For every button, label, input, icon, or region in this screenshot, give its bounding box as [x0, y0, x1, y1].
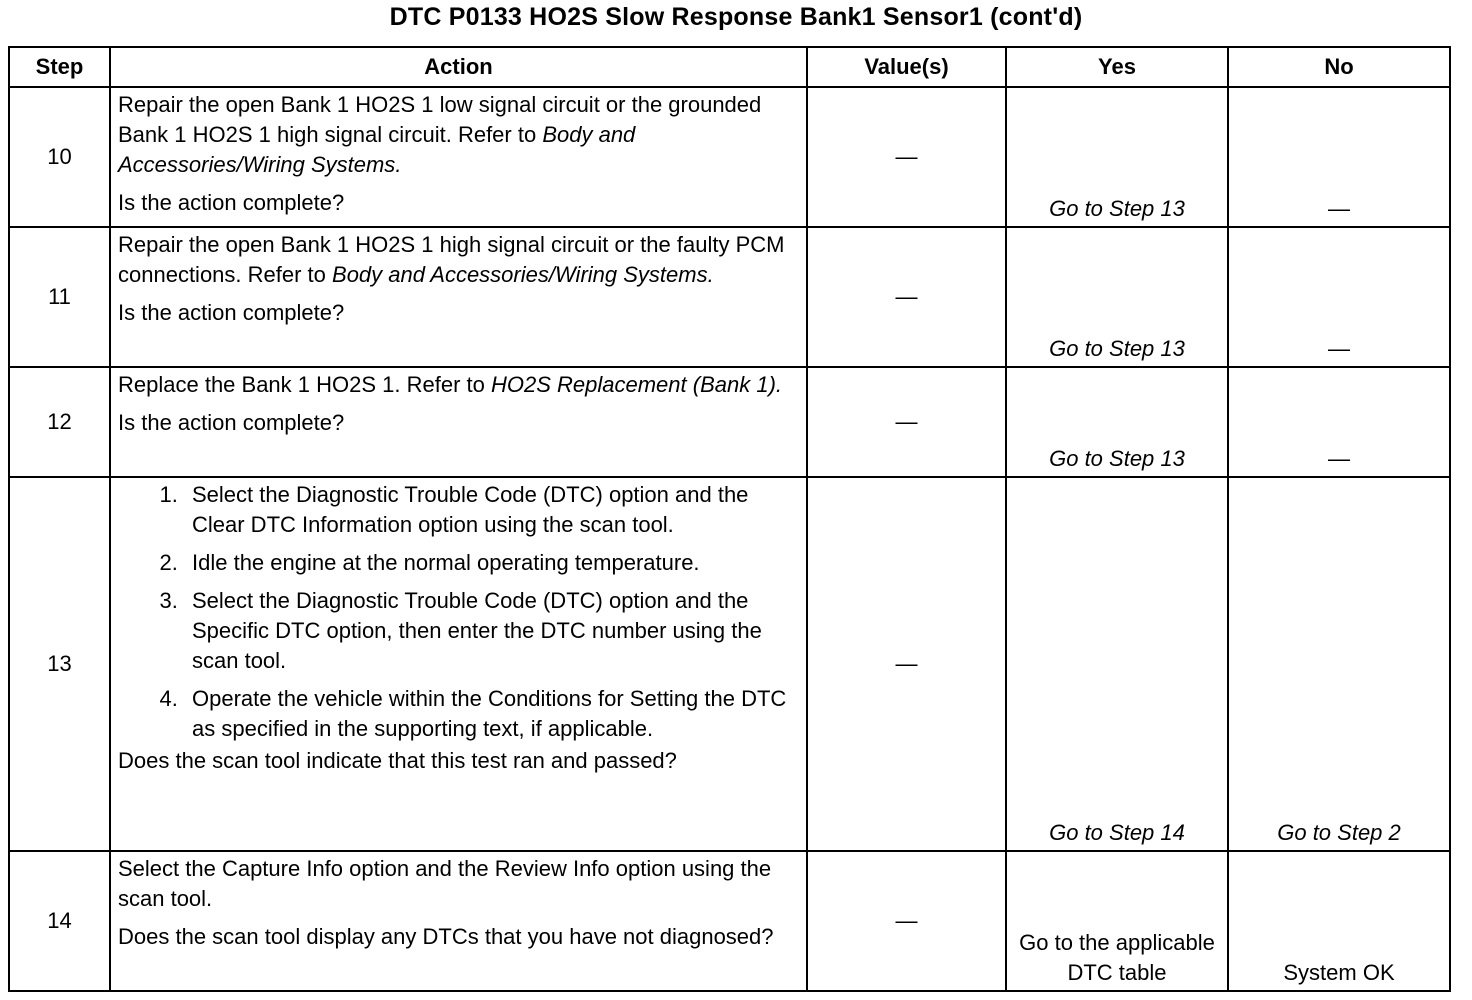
- value-cell: —: [807, 227, 1006, 367]
- table-row: [9, 227, 1450, 367]
- action-question: Does the scan tool indicate that this test ran and passed?: [118, 748, 677, 773]
- value-cell: —: [807, 87, 1006, 227]
- header-step: Step: [9, 47, 110, 87]
- procedure-list: [118, 480, 800, 744]
- value-cell: —: [807, 477, 1006, 851]
- goto-step-link[interactable]: Go to Step 13: [1049, 446, 1185, 471]
- header-yes: Yes: [1006, 47, 1228, 87]
- no-result: [1228, 851, 1450, 991]
- action-text-part: Repair the open Bank 1 HO2S 1 low signal circuit or the grounded Bank 1 HO2S 1 high signal circuit. Refer to: [118, 92, 762, 147]
- no-result: —: [1228, 87, 1450, 227]
- system-ok-text: System OK: [1283, 960, 1395, 985]
- action-question: Is the action complete?: [118, 300, 345, 325]
- value-cell: —: [807, 367, 1006, 477]
- action-cell: [110, 227, 807, 367]
- no-result: [1228, 477, 1450, 851]
- yes-result: [1006, 477, 1228, 851]
- goto-step-link[interactable]: Go to Step 2: [1277, 820, 1401, 845]
- page-title: DTC P0133 HO2S Slow Response Bank1 Sensor1 (cont'd): [389, 3, 1083, 31]
- value-cell: —: [807, 851, 1006, 991]
- table-row: [9, 851, 1450, 991]
- no-result: —: [1228, 227, 1450, 367]
- table-row: [9, 477, 1450, 851]
- action-question: Is the action complete?: [118, 190, 345, 215]
- action-text: Replace the Bank 1 HO2S 1. Refer to HO2S Replacement (Bank 1).: [118, 372, 783, 397]
- table-row: [9, 87, 1450, 227]
- action-text: Repair the open Bank 1 HO2S 1 low signal circuit or the grounded Bank 1 HO2S 1 high signal circuit. Refer to Body and Accessories/Wiring Systems.: [118, 92, 762, 177]
- diagnostic-table: [8, 46, 1451, 992]
- action-text-part: Repair the open Bank 1 HO2S 1 high signal circuit or the faulty PCM connections. Refer to: [118, 232, 785, 287]
- goto-step-link[interactable]: Go to Step 13: [1049, 196, 1185, 221]
- reference-link[interactable]: Body and Accessories/Wiring Systems: [332, 262, 708, 287]
- procedure-item: 2. Idle the engine at the normal operating temperature.: [184, 548, 800, 578]
- action-text-part: Replace the Bank 1 HO2S 1. Refer to: [118, 372, 491, 397]
- action-cell: [110, 367, 807, 477]
- yes-result: [1006, 851, 1228, 991]
- step-number: 14: [9, 851, 110, 991]
- procedure-item: 4. Operate the vehicle within the Conditions for Setting the DTC as specified in the supporting text, if applicable.: [184, 684, 800, 744]
- header-no: No: [1228, 47, 1450, 87]
- procedure-item: 1. Select the Diagnostic Trouble Code (DTC) option and the Clear DTC Information option using the scan tool.: [184, 480, 800, 540]
- step-number: 13: [9, 477, 110, 851]
- action-question: Is the action complete?: [118, 410, 345, 435]
- yes-result: [1006, 227, 1228, 367]
- action-question: Does the scan tool display any DTCs that you have not diagnosed?: [118, 924, 774, 949]
- reference-link[interactable]: HO2S Replacement (Bank 1): [490, 372, 776, 397]
- header-values: Value(s): [807, 47, 1006, 87]
- step-number: 10: [9, 87, 110, 227]
- action-cell: [110, 851, 807, 991]
- goto-dtc-table-link[interactable]: Go to the applicable DTC table: [1019, 930, 1215, 985]
- header-action: Action: [110, 47, 807, 87]
- step-number: 12: [9, 367, 110, 477]
- goto-step-link[interactable]: Go to Step 14: [1049, 820, 1185, 845]
- yes-result: [1006, 367, 1228, 477]
- reference-link[interactable]: Body and Accessories/Wiring Systems: [118, 122, 636, 177]
- goto-step-link[interactable]: Go to Step 13: [1049, 336, 1185, 361]
- procedure-item: 3. Select the Diagnostic Trouble Code (DTC) option and the Specific DTC option, then enter the DTC number using the scan tool.: [184, 586, 800, 676]
- yes-result: [1006, 87, 1228, 227]
- action-text: Select the Capture Info option and the Review Info option using the scan tool.: [118, 856, 772, 911]
- action-cell: [110, 87, 807, 227]
- table-header-row: [9, 47, 1450, 87]
- table-row: [9, 367, 1450, 477]
- action-text: Repair the open Bank 1 HO2S 1 high signal circuit or the faulty PCM connections. Refer to Body and Accessories/Wiring Systems.: [118, 232, 785, 287]
- action-cell: [110, 477, 807, 851]
- step-number: 11: [9, 227, 110, 367]
- no-result: —: [1228, 367, 1450, 477]
